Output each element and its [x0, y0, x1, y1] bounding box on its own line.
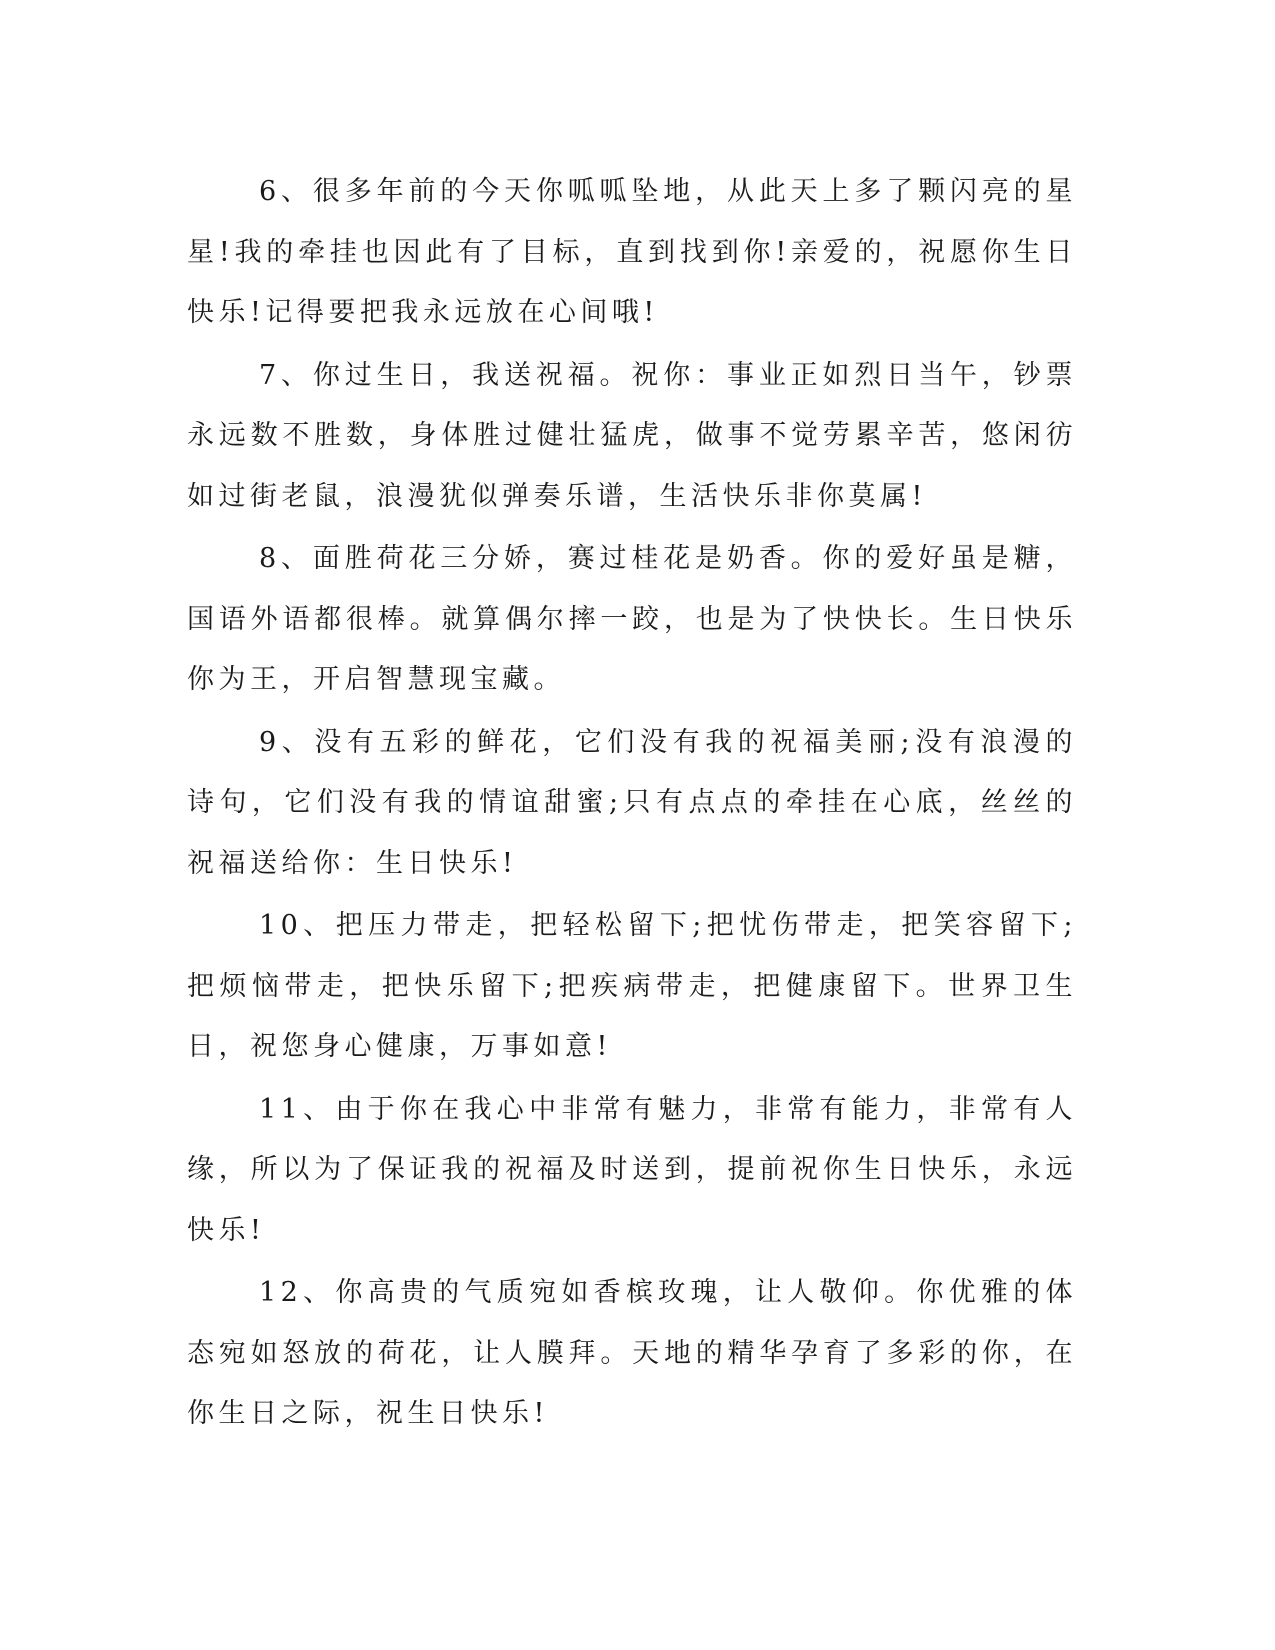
paragraph-7: 7、你过生日，我送祝福。祝你：事业正如烈日当午，钞票永远数不胜数，身体胜过健壮猛虎，做事不觉劳累辛苦，悠闲彷如过街老鼠，浪漫犹似弹奏乐谱，生活快乐非你莫属!	[187, 359, 1077, 512]
paragraph-12: 12、你高贵的气质宛如香槟玫瑰，让人敬仰。你优雅的体态宛如怒放的荷花，让人膜拜。天地的精华孕育了多彩的你，在你生日之际，祝生日快乐!	[187, 1277, 1077, 1429]
document-body	[187, 162, 1077, 1445]
paragraph-8: 8、面胜荷花三分娇，赛过桂花是奶香。你的爱好虽是糖，国语外语都很棒。就算偶尔摔一跤，也是为了快快长。生日快乐你为王，开启智慧现宝藏。	[187, 543, 1077, 695]
paragraph-9: 9、没有五彩的鲜花，它们没有我的祝福美丽;没有浪漫的诗句，它们没有我的情谊甜蜜;只有点点的牵挂在心底，丝丝的祝福送给你：生日快乐!	[187, 726, 1077, 879]
paragraph-6: 6、很多年前的今天你呱呱坠地，从此天上多了颗闪亮的星星!我的牵挂也因此有了目标，直到找到你!亲爱的，祝愿你生日快乐!记得要把我永远放在心间哦!	[187, 176, 1077, 328]
paragraph-11: 11、由于你在我心中非常有魅力，非常有能力，非常有人缘，所以为了保证我的祝福及时送到，提前祝你生日快乐，永远快乐!	[187, 1093, 1077, 1246]
paragraph-10: 10、把压力带走，把轻松留下;把忧伤带走，把笑容留下;把烦恼带走，把快乐留下;把疾病带走，把健康留下。世界卫生日，祝您身心健康，万事如意!	[187, 910, 1077, 1062]
